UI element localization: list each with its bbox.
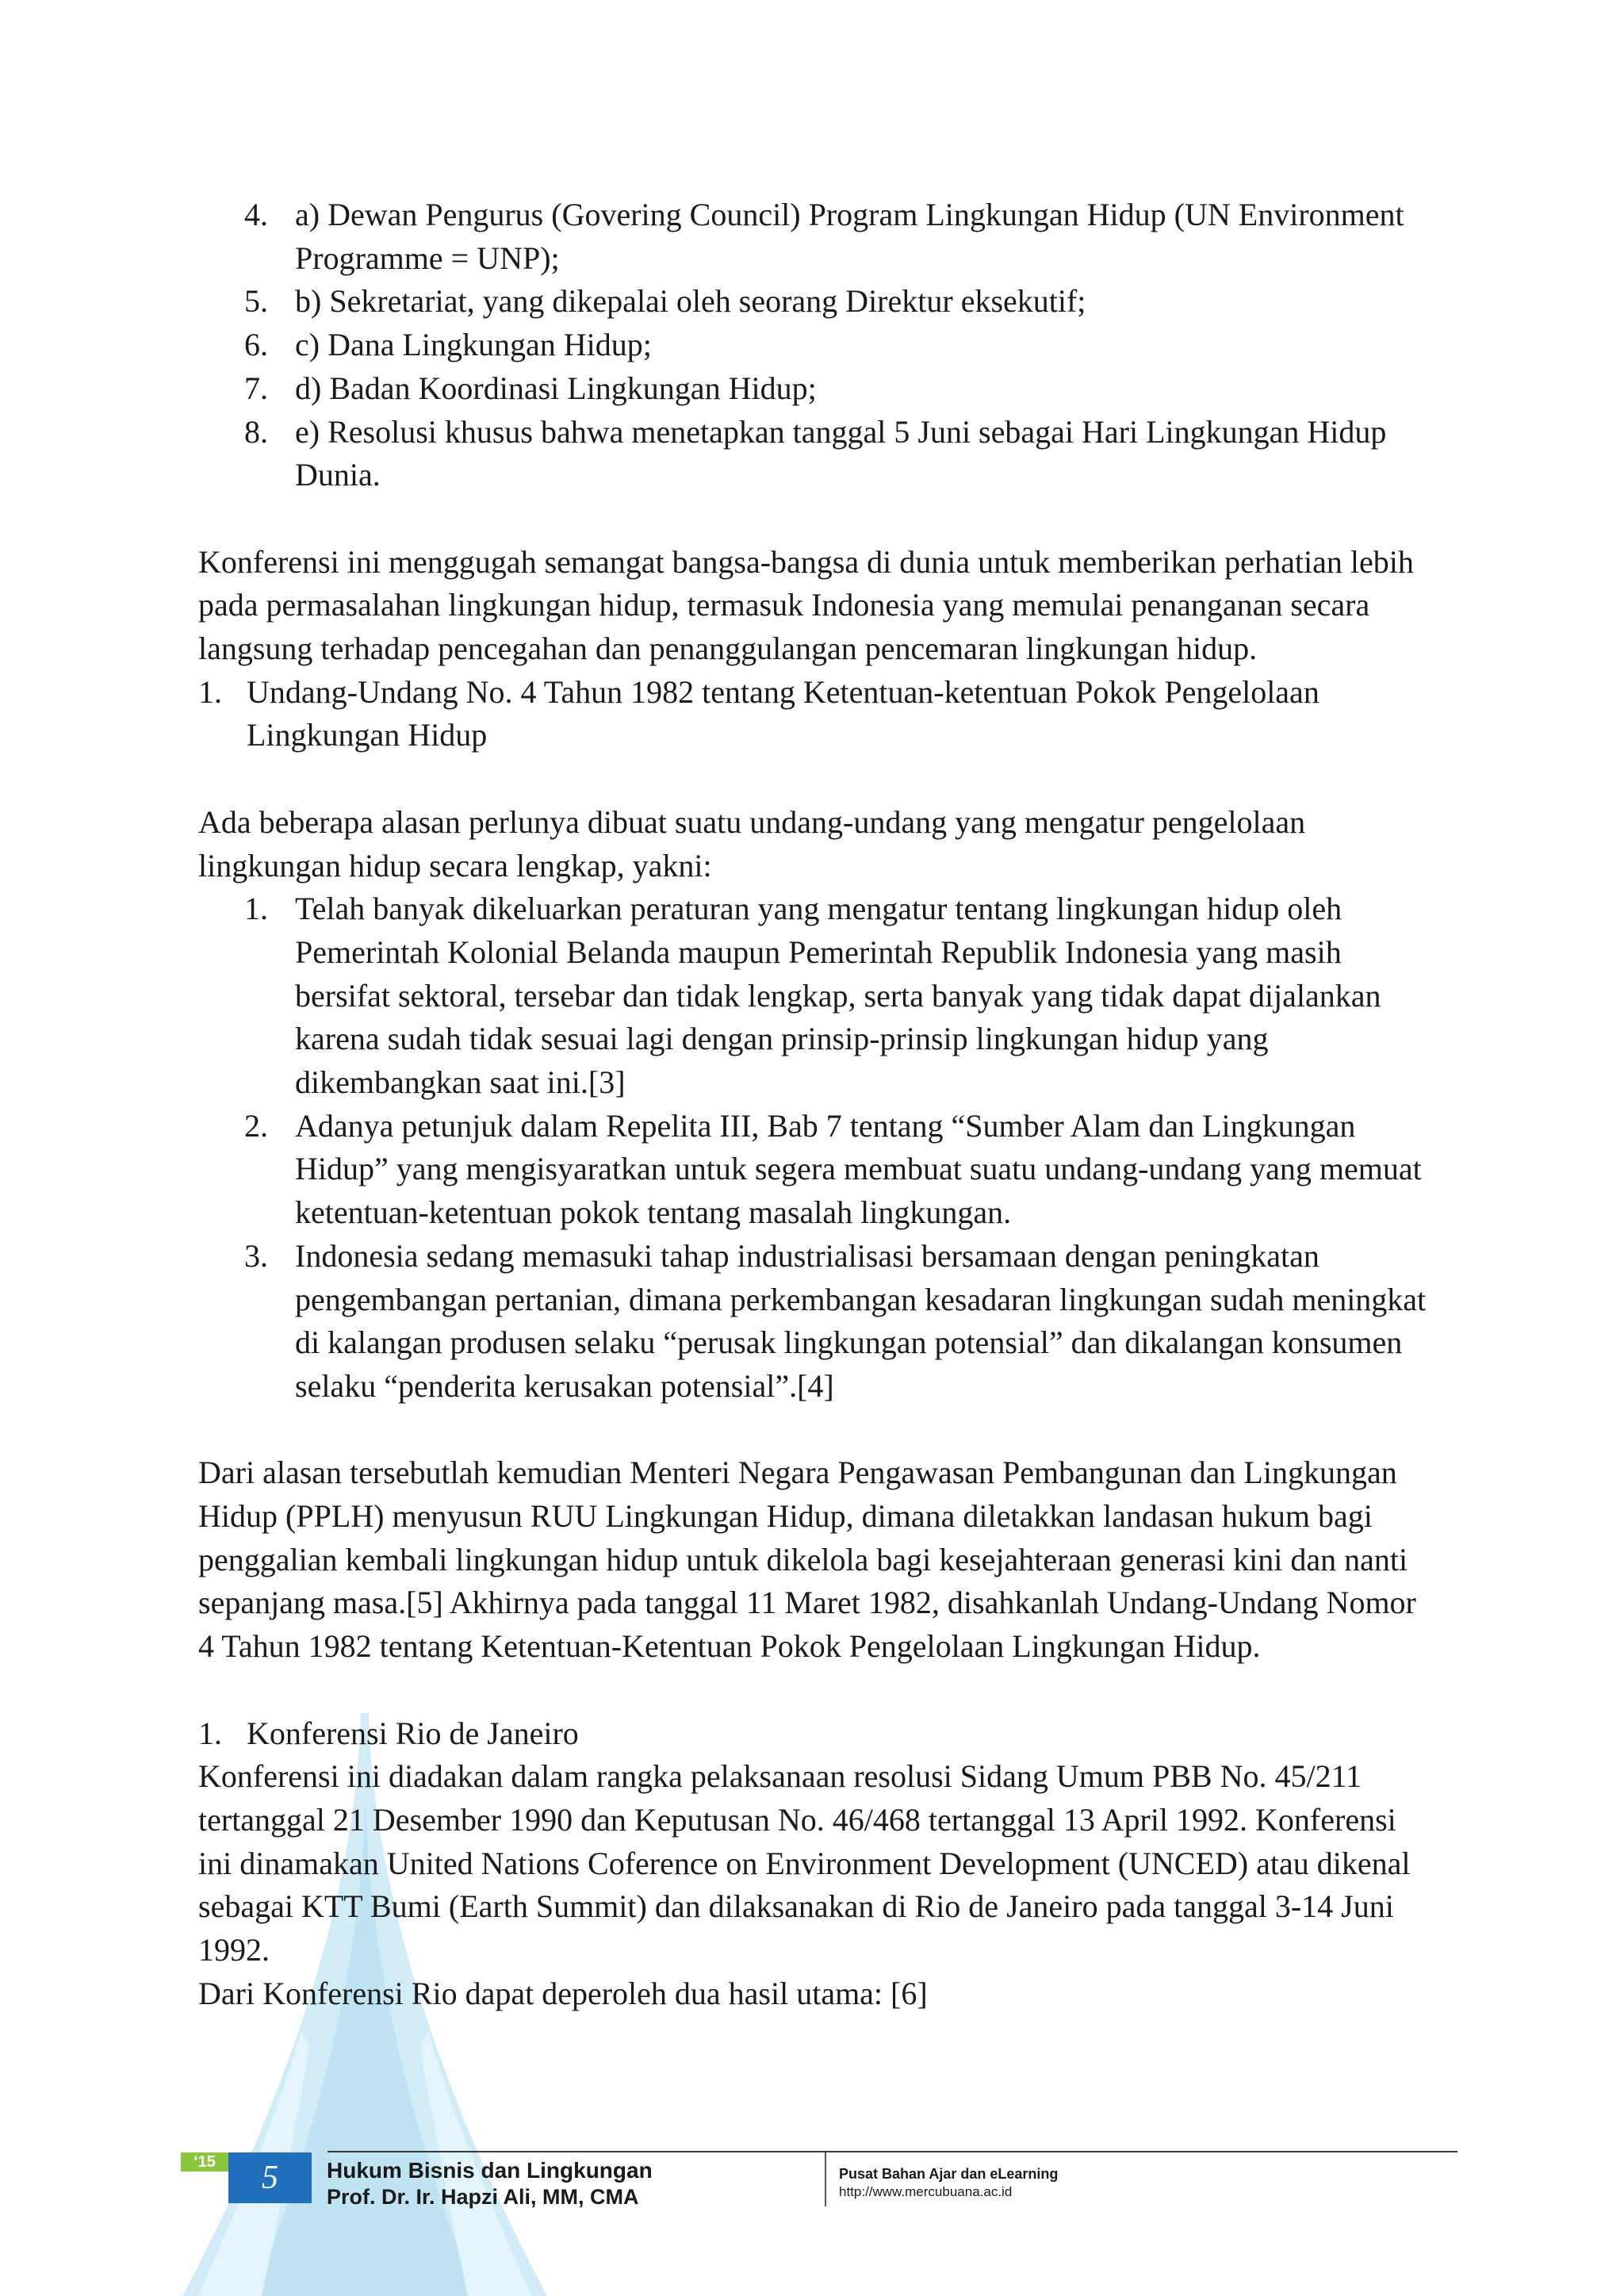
list-item bbox=[198, 411, 1435, 497]
page-footer bbox=[0, 2141, 1624, 2213]
paragraph: Konferensi ini diadakan dalam rangka pelaksanaan resolusi Sidang Umum PBB No. 45/211 tertanggal 21 Desember 1990 dan Keputusan No. 46/468 tertanggal 13 April 1992. Konferensi ini dinamakan United Nations Coference on Environment Development (UNCED) atau dikenal sebagai KTT Bumi (Earth Summit) dan dilaksanakan di Rio de Janeiro pada tanggal 3-14 Juni 1992. bbox=[198, 1758, 1411, 1968]
list-text: Telah banyak dikeluarkan peraturan yang mengatur tentang lingkungan hidup oleh Pemerintah Kolonial Belanda maupun Pemerintah Republik Indonesia yang masih bersifat sektoral, tersebar dan tidak lengkap, serta banyak yang tidak dapat dijalankan karena sudah tidak sesuai lagi dengan prinsip-prinsip lingkungan hidup yang dikembangkan saat ini.[3] bbox=[295, 891, 1381, 1101]
list-text: d) Badan Koordinasi Lingkungan Hidup; bbox=[295, 370, 817, 406]
section-heading bbox=[198, 671, 1435, 757]
heading-text: Undang-Undang No. 4 Tahun 1982 tentang Ketentuan-ketentuan Pokok Pengelolaan Lingkungan Hidup bbox=[247, 673, 1320, 753]
list-number: 8. bbox=[244, 413, 268, 450]
spacer bbox=[198, 757, 1435, 801]
paragraph: Dari Konferensi Rio dapat deperoleh dua hasil utama: [6] bbox=[198, 1975, 928, 2011]
heading-number: 1. bbox=[198, 1715, 222, 1751]
list-text: a) Dewan Pengurus (Govering Council) Program Lingkungan Hidup (UN Environment Programme = UNP); bbox=[295, 197, 1404, 276]
list-number: 1. bbox=[244, 891, 268, 927]
page-number: 5 bbox=[228, 2152, 312, 2203]
document-body bbox=[198, 194, 1435, 2015]
list-number: 4. bbox=[244, 197, 268, 232]
list-text: c) Dana Lingkungan Hidup; bbox=[295, 327, 652, 363]
spacer bbox=[198, 497, 1435, 541]
list-number: 6. bbox=[244, 327, 268, 363]
list-text: b) Sekretariat, yang dikepalai oleh seorang Direktur eksekutif; bbox=[295, 283, 1086, 320]
list-item bbox=[198, 1235, 1435, 1409]
website-link[interactable]: http://www.mercubuana.ac.id bbox=[839, 2184, 1013, 2199]
list-text: e) Resolusi khusus bahwa menetapkan tanggal 5 Juni sebagai Hari Lingkungan Hidup Dunia. bbox=[295, 413, 1387, 493]
center-name: Pusat Bahan Ajar dan eLearning bbox=[839, 2166, 1059, 2182]
paragraph: Ada beberapa alasan perlunya dibuat suatu undang-undang yang mengatur pengelolaan lingkungan hidup secara lengkap, yakni: bbox=[198, 803, 1306, 884]
list-item bbox=[198, 280, 1435, 324]
list-item bbox=[198, 887, 1435, 1105]
list-item bbox=[198, 194, 1435, 280]
heading-number: 1. bbox=[198, 673, 222, 710]
list-number: 7. bbox=[244, 370, 268, 406]
footer-rule bbox=[327, 2151, 1457, 2152]
footer-divider bbox=[825, 2152, 826, 2206]
list-item bbox=[198, 367, 1435, 411]
paragraph: Dari alasan tersebutlah kemudian Menteri Negara Pengawasan Pembangunan dan Lingkungan Hidup (PPLH) menyusun RUU Lingkungan Hidup, dimana diletakkan landasan hukum bagi penggalian kembali lingkungan hidup untuk dikelola bagi kesejahteraan generasi kini dan nanti sepanjang masa.[5] Akhirnya pada tanggal 11 Maret 1982, disahkanlah Undang-Undang Nomor 4 Tahun 1982 tentang Ketentuan-Ketentuan Pokok Pengelolaan Lingkungan Hidup. bbox=[198, 1455, 1416, 1665]
heading-text: Konferensi Rio de Janeiro bbox=[247, 1715, 579, 1751]
course-title: Hukum Bisnis dan Lingkungan bbox=[327, 2158, 653, 2183]
paragraph: Konferensi ini menggugah semangat bangsa-bangsa di dunia untuk memberikan perhatian lebih pada permasalahan lingkungan hidup, termasuk Indonesia yang memulai penanganan secara langsung terhadap pencegahan dan penanggulangan pencemaran lingkungan hidup. bbox=[198, 543, 1414, 667]
list-number: 2. bbox=[244, 1107, 268, 1144]
spacer bbox=[198, 1669, 1435, 1712]
list-text: Indonesia sedang memasuki tahap industrialisasi bersamaan dengan peningkatan pengembangan pertanian, dimana perkembangan kesadaran lingkungan sudah meningkat di kalangan produsen selaku “perusak lingkungan potensial” dan dikalangan konsumen selaku “penderita kerusakan potensial”.[4] bbox=[295, 1237, 1427, 1404]
author-name: Prof. Dr. Ir. Hapzi Ali, MM, CMA bbox=[327, 2185, 639, 2209]
list-item bbox=[198, 1105, 1435, 1235]
list-number: 5. bbox=[244, 283, 268, 320]
list-number: 3. bbox=[244, 1237, 268, 1274]
list-text: Adanya petunjuk dalam Repelita III, Bab 7 tentang “Sumber Alam dan Lingkungan Hidup” yang mengisyaratkan untuk segera membuat suatu undang-undang yang memuat ketentuan-ketentuan pokok tentang masalah lingkungan. bbox=[295, 1107, 1422, 1231]
section-heading bbox=[198, 1712, 1435, 1756]
year-badge: ‘15 bbox=[181, 2152, 228, 2171]
list-item bbox=[198, 324, 1435, 367]
spacer bbox=[198, 1409, 1435, 1452]
